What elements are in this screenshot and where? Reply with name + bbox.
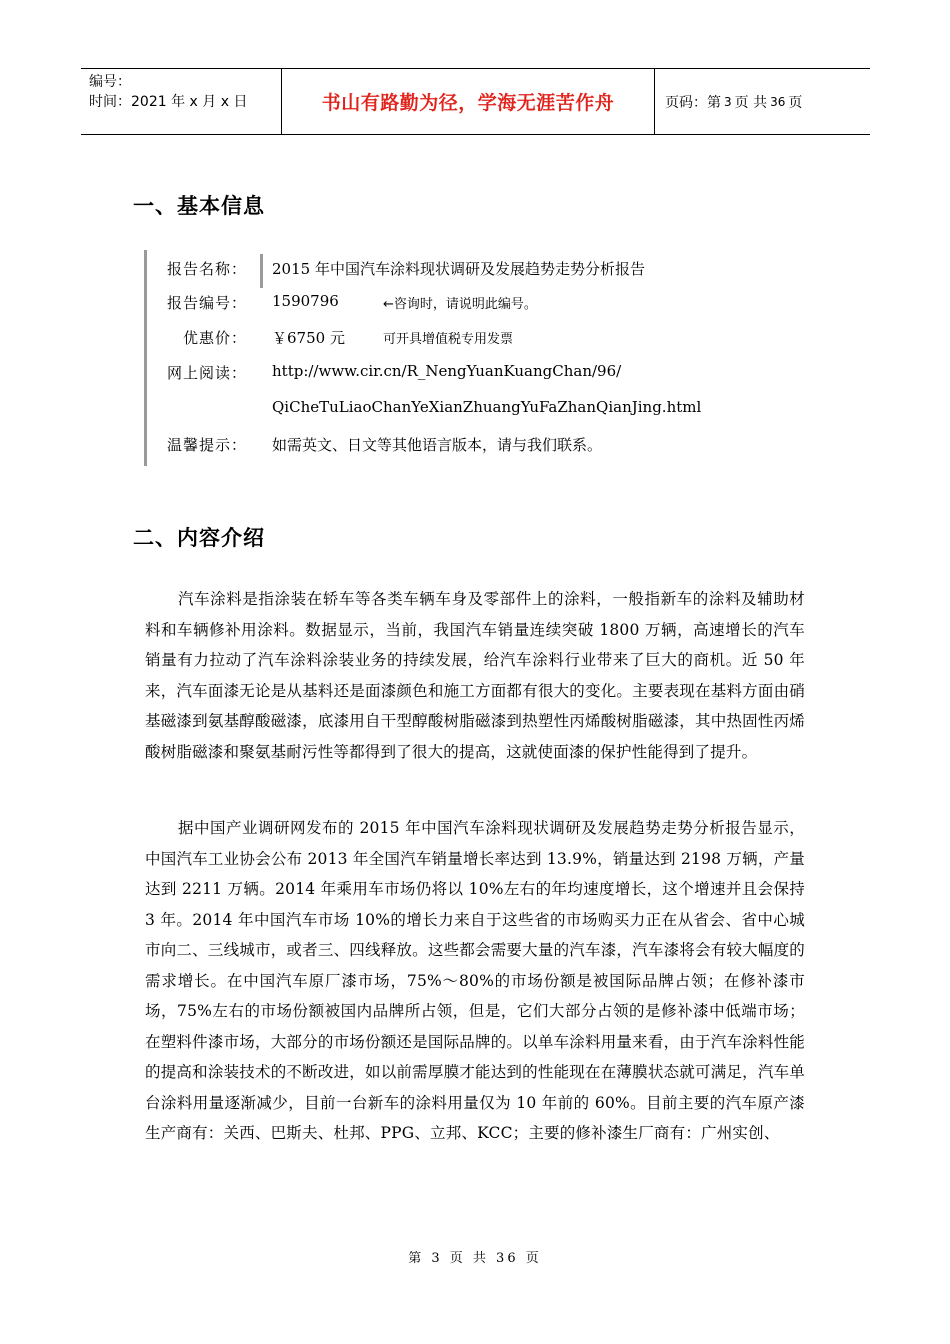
section-title-basic-info: 一、基本信息: [133, 194, 265, 218]
section-title-content: 二、内容介绍: [133, 526, 265, 550]
header-page-number: [655, 69, 870, 134]
page-current: 3: [724, 94, 732, 109]
report-code-value: 1590796: [272, 292, 339, 310]
report-name-value: 2015 年中国汽车涂料现状调研及发展趋势走势分析报告: [272, 260, 645, 278]
header-number: 编号：: [89, 74, 131, 90]
page-label-suffix: 页: [788, 94, 803, 111]
url-line-2[interactable]: QiCheTuLiaoChanYeXianZhuangYuFaZhanQianJing.html: [272, 398, 702, 416]
content-paragraph-1: 汽车涂料是指涂装在轿车等各类车辆车身及零部件上的涂料，一般指新车的涂料及辅助材料和车辆修补用涂料。数据显示，当前，我国汽车销量连续突破 1800 万辆，高速增长的汽车销量有力拉动了汽车涂料涂装业务的持续发展，给汽车涂料行业带来了巨大的商机。近 50 年来，汽车面漆无论是从基料还是面漆颜色和施工方面都有很大的变化。主要表现在基料方面由硝基磁漆到氨基醇酸磁漆，底漆用自干型醇酸树脂磁漆到热塑性丙烯酸树脂磁漆，其中热固性丙烯酸树脂磁漆和聚氨基耐污性等都得到了很大的提高，这就使面漆的保护性能得到了提升。: [145, 590, 805, 761]
header-date: 时间：2021 年 x 月 x 日: [89, 94, 248, 110]
page-footer: 第 3 页 共 36 页: [408, 1251, 542, 1266]
info-separator: [260, 254, 263, 288]
report-code-label: 报告编号：: [166, 294, 247, 312]
report-code-note: ←咨询时，请说明此编号。: [383, 297, 537, 312]
header-motto: 书山有路勤为径，学海无涯苦作舟: [281, 69, 655, 134]
header-meta: [81, 69, 281, 134]
page-label-mid: 页 共: [734, 94, 768, 111]
tip-value: 如需英文、日文等其他语言版本，请与我们联系。: [272, 436, 603, 454]
page-label-prefix: 页码：第: [665, 94, 721, 111]
report-info-block: [144, 250, 787, 466]
report-name-label: 报告名称：: [166, 260, 247, 278]
page-header: [81, 68, 870, 135]
price-label: 优惠价：: [182, 329, 247, 347]
content-paragraph-2: 据中国产业调研网发布的 2015 年中国汽车涂料现状调研及发展趋势走势分析报告显示，中国汽车工业协会公布 2013 年全国汽车销量增长率达到 13.9%，销量达到 2198 万辆，产量达到 2211 万辆。2014 年乘用车市场仍将以 10%左右的年均速度增长，这个增速并且会保持 3 年。2014 年中国汽车市场 10%的增长力来自于这些省的市场购买力正在从省会、省中心城市向二、三线城市，或者三、四线释放。这些都会需要大量的汽车漆，汽车漆将会有较大幅度的需求增长。在中国汽车原厂漆市场，75%～80%的市场份额是被国际品牌占领；在修补漆市场，75%左右的市场份额被国内品牌所占领，但是，它们大部分占领的是修补漆中低端市场；在塑料件漆市场，大部分的市场份额还是国际品牌的。以单车涂料用量来看，由于汽车涂料性能的提高和涂装技术的不断改进，如以前需厚膜才能达到的性能现在在薄膜状态就可满足，汽车单台涂料用量逐渐减少，目前一台新车的涂料用量仅为 10 年前的 60%。目前主要的汽车原产漆生产商有：关西、巴斯夫、杜邦、PPG、立邦、KCC；主要的修补漆生厂商有：广州实创、: [145, 819, 805, 1142]
price-note: 可开具增值税专用发票: [383, 332, 514, 347]
url-line-1[interactable]: http://www.cir.cn/R_NengYuanKuangChan/96/: [272, 362, 622, 380]
price-value: ￥6750 元: [272, 329, 345, 347]
tip-label: 温馨提示：: [166, 436, 247, 454]
url-label: 网上阅读：: [166, 364, 247, 382]
page-total: 36: [770, 94, 786, 109]
